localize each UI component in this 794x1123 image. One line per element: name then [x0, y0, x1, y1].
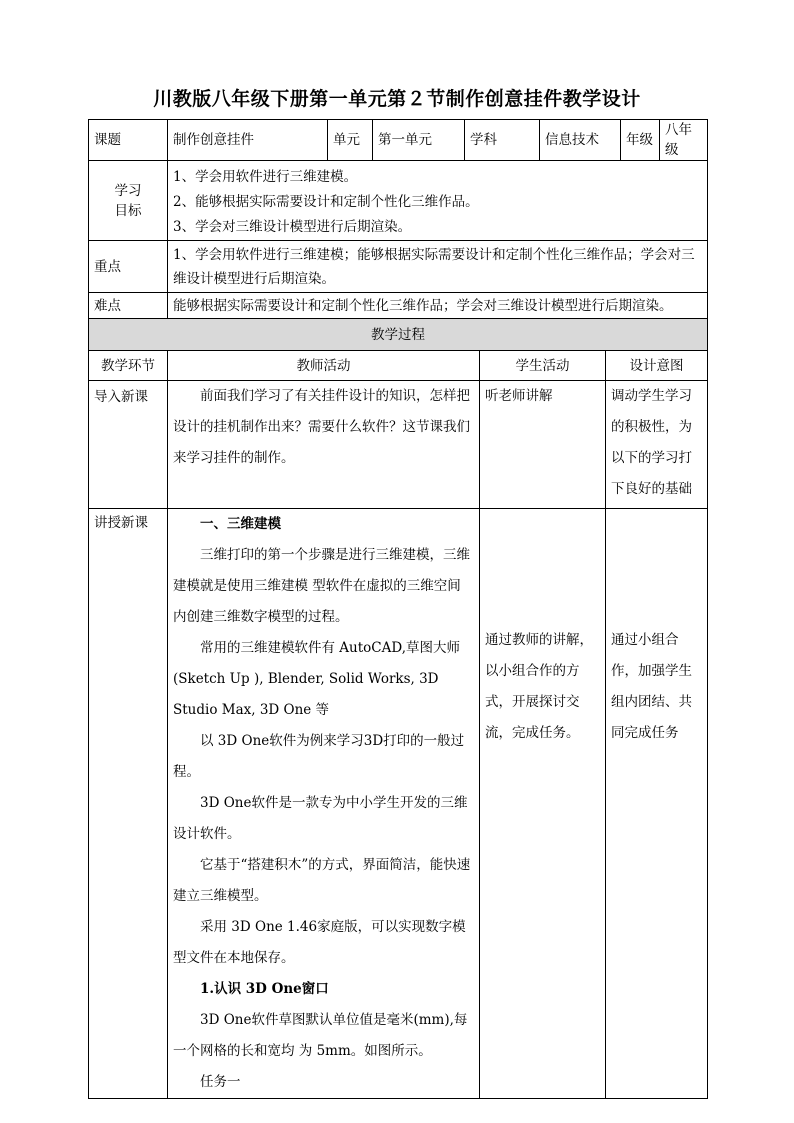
intro-teacher-text: 前面我们学习了有关挂件设计的知识，怎样把设计的挂机制作出来？需要什么软件？这节课我们来学习挂件的制作。 [173, 388, 470, 466]
difficulties-label: 难点 [89, 293, 168, 319]
lecture-intent [606, 509, 708, 1099]
info-row [89, 120, 708, 161]
column-intent: 设计意图 [606, 351, 708, 381]
difficulties-row [89, 293, 708, 319]
goals-row [89, 161, 708, 241]
key-points-label: 重点 [89, 241, 168, 293]
goals-label-line2: 目标 [114, 202, 142, 219]
lecture-student-text: 通过教师的讲解，以小组合作的方式，开展探讨交流，完成任务。 [485, 632, 593, 741]
lecture-paragraph: 以 3D One软件为例来学习3D打印的一般过程。 [173, 733, 465, 780]
subsection-title: 1.认识 3D One窗口 [200, 981, 329, 997]
column-teacher: 教师活动 [168, 351, 480, 381]
subject-value: 信息技术 [540, 120, 621, 161]
grade-value: 八年级 [660, 120, 708, 161]
lecture-row [89, 509, 708, 1099]
intro-intent-text: 调动学生学习的积极性，为以下的学习打下良好的基础 [611, 388, 692, 497]
subject-label: 学科 [465, 120, 540, 161]
task-label: 任务一 [200, 1074, 241, 1090]
process-heading-row [89, 319, 708, 351]
lesson-plan-table [88, 119, 708, 1099]
key-points-text: 1、学会用软件进行三维建模；能够根据实际需要设计和定制个性化三维作品；学会对三维设计模型进行后期渲染。 [168, 241, 708, 293]
lecture-paragraph: 3D One软件是一款专为中小学生开发的三维设计软件。 [173, 795, 468, 842]
column-student: 学生活动 [480, 351, 606, 381]
intro-teacher [168, 381, 480, 509]
unit-value: 第一单元 [373, 120, 465, 161]
intro-row [89, 381, 708, 509]
goal-item: 2、能够根据实际需要设计和定制个性化三维作品。 [173, 194, 479, 210]
goal-item: 1、学会用软件进行三维建模。 [173, 169, 358, 185]
goals-content [168, 161, 708, 241]
intro-stage: 导入新课 [89, 381, 168, 509]
column-stage: 教学环节 [89, 351, 168, 381]
goals-label-line1: 学习 [114, 182, 142, 199]
difficulties-text: 能够根据实际需要设计和定制个性化三维作品；学会对三维设计模型进行后期渲染。 [168, 293, 708, 319]
topic-value: 制作创意挂件 [168, 120, 328, 161]
lecture-intent-text: 通过小组合作，加强学生组内团结、共同完成任务 [611, 632, 692, 741]
goals-label [89, 161, 168, 241]
intro-student [480, 381, 606, 509]
document-title: 川教版八年级下册第一单元第２节制作创意挂件教学设计 [153, 88, 641, 110]
grade-label: 年级 [621, 120, 660, 161]
process-columns-row [89, 351, 708, 381]
intro-intent [606, 381, 708, 509]
lecture-paragraph: 三维打印的第一个步骤是进行三维建模，三维建模就是使用三维建模 型软件在虚拟的三维空间内创建三维数字模型的过程。 [173, 547, 470, 625]
topic-label: 课题 [89, 120, 168, 161]
goal-item: 3、学会对三维设计模型进行后期渲染。 [173, 219, 412, 235]
intro-student-text: 听老师讲解 [485, 388, 553, 404]
unit-label: 单元 [328, 120, 373, 161]
lecture-paragraph: 采用 3D One 1.46家庭版，可以实现数字模型文件在本地保存。 [173, 919, 466, 966]
lecture-paragraph: 3D One软件草图默认单位值是毫米(mm),每一个网格的长和宽均 为 5mm。如图所示。 [173, 1012, 468, 1059]
lecture-paragraph: 它基于“搭建积木”的方式，界面简洁，能快速建立三维模型。 [173, 857, 471, 904]
lecture-student [480, 509, 606, 1099]
process-heading: 教学过程 [89, 319, 708, 351]
lecture-paragraph: 常用的三维建模软件有 AutoCAD,草图大师 (Sketch Up ), Blender, Solid Works, 3D Studio Max, 3D One 等 [173, 640, 460, 718]
key-points-row [89, 241, 708, 293]
lecture-stage: 讲授新课 [89, 509, 168, 1099]
lecture-teacher [168, 509, 480, 1099]
section-title: 一、三维建模 [200, 516, 281, 532]
